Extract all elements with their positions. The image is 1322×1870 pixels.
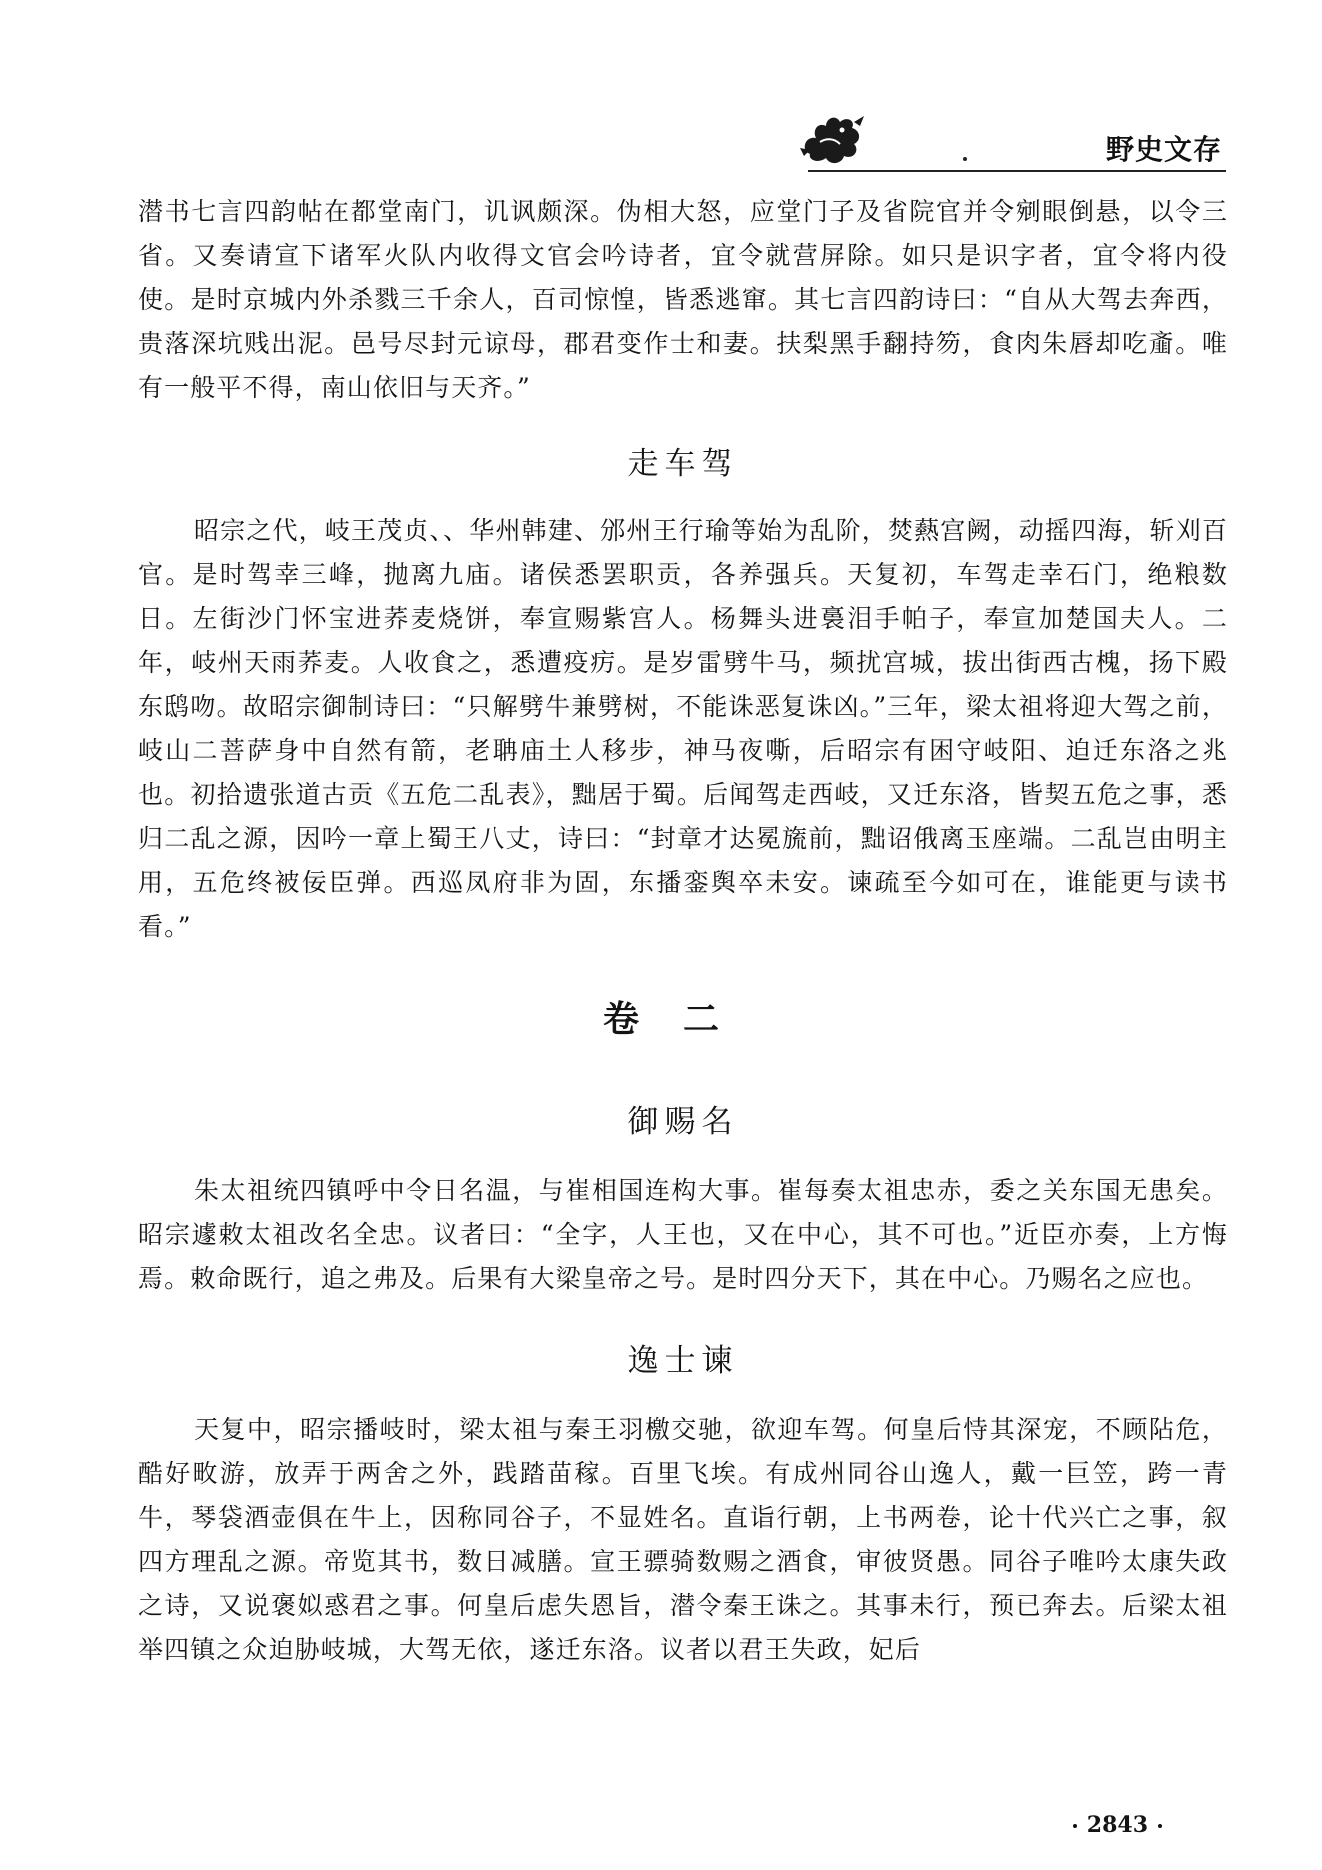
header-dot: [963, 157, 967, 161]
page-footer: [1063, 1812, 1172, 1838]
header-rule: [808, 170, 1226, 172]
page-body: [138, 190, 1228, 1672]
footer-dot-left: [1073, 1824, 1077, 1828]
series-title: 野史文存: [1105, 133, 1222, 166]
section-title-yu-ci-ming: 御赐名: [627, 1104, 739, 1140]
footer-dot-right: [1158, 1824, 1162, 1828]
section-paragraph-yu-ci-ming: 朱太祖统四镇呼中令日名温，与崔相国连构大事。崔每奏太祖忠赤，委之关东国无患矣。昭宗遽敕太祖改名全忠。议者曰：“全字，人王也，又在中心，其不可也。”近臣亦奏，上方悔焉。敕命既行，追之弗及。后果有大梁皇帝之号。是时四分天下，其在中心。乃赐名之应也。: [138, 1176, 1228, 1293]
page-number: 2843: [1086, 1812, 1148, 1838]
section-paragraph-zou-che-jia: 昭宗之代，岐王茂贞、、华州韩建、邠州王行瑜等始为乱阶，焚爇宫阙，动摇四海，斩刈百官。是时驾幸三峰，抛离九庙。诸侯悉罢职贡，各养强兵。天复初，车驾走幸石门，绝粮数日。左街沙门怀宝进荞麦烧饼，奉宣赐紫宫人。杨舞头进裛泪手帕子，奉宣加楚国夫人。二年，岐州天雨荞麦。人收食之，悉遭疫疠。是岁雷劈牛马，频扰宫城，拔出街西古槐，扬下殿东鸱吻。故昭宗御制诗曰：“只解劈牛兼劈树，不能诛恶复诛凶。”三年，梁太祖将迎大驾之前，岐山二菩萨身中自然有箭，老聃庙土人移步，神马夜嘶，后昭宗有困守岐阳、迫迁东洛之兆也。初拾遗张道古贡《五危二乱表》，黜居于蜀。后闻驾走西岐，又迁东洛，皆契五危之事，悉归二乱之源，因吟一章上蜀王八丈，诗曰：“封章才达冕旒前，黜诏俄离玉座端。二乱岂由明主用，五危终被佞臣弹。西巡凤府非为固，东播銮舆卒未安。谏疏至今如可在，谁能更与读书看。”: [138, 516, 1228, 941]
running-header: [0, 0, 1322, 180]
section-title-yi-shi-jian: 逸士谏: [627, 1343, 739, 1379]
dragon-icon: [798, 108, 868, 170]
intro-paragraph: 潜书七言四韵帖在都堂南门，讥讽颇深。伪相大怒，应堂门子及省院官并令剜眼倒悬，以令三省。又奏请宣下诸军火队内收得文官会吟诗者，宜令就营屏除。如只是识字者，宜令将内役使。是时京城内外杀戮三千余人，百司惊惶，皆悉逃窜。其七言四韵诗曰：“自从大驾去奔西，贵落深坑贱出泥。邑号尽封元谅母，郡君变作士和妻。扶梨黑手翻持笏，食肉朱唇却吃齑。唯有一般平不得，南山依旧与天齐。”: [138, 197, 1228, 402]
section-paragraph-yi-shi-jian: 天复中，昭宗播岐时，梁太祖与秦王羽檄交驰，欲迎车驾。何皇后恃其深宠，不顾阽危，酷好畋游，放弄于两舍之外，践踏苗稼。百里飞埃。有成州同谷山逸人，戴一巨笠，跨一青牛，琴袋酒壶俱在牛上，因称同谷子，不显姓名。直诣行朝，上书两卷，论十代兴亡之事，叙四方理乱之源。帝览其书，数日减膳。宣王骠骑数赐之酒食，审彼贤愚。同谷子唯吟太康失政之诗，又说褒姒惑君之事。何皇后虑失恩旨，潜令秦王诛之。其事未行，预已奔去。后梁太祖举四镇之众迫胁岐城，大驾无依，遂迁东洛。议者以君王失政，妃后: [138, 1415, 1228, 1664]
section-title-zou-che-jia: 走车驾: [627, 446, 739, 482]
volume-title: 卷二: [602, 999, 763, 1040]
